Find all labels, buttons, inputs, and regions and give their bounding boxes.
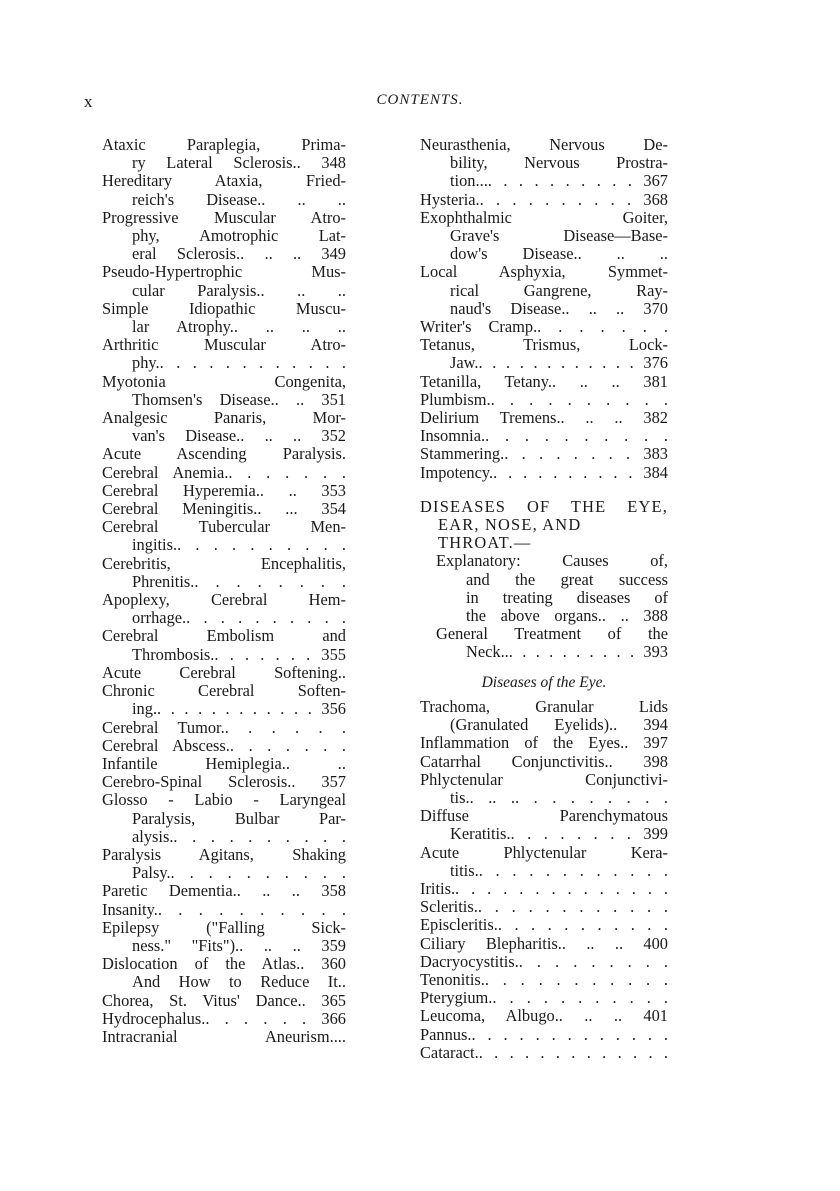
toc-entry	[102, 627, 346, 663]
toc-entry	[102, 992, 346, 1010]
toc-entry	[406, 898, 668, 916]
toc-entry	[406, 1044, 668, 1062]
toc-entry-line: Trachoma, Granular Lids	[420, 696, 668, 716]
toc-entry-line: Explanatory: Causes of,	[436, 551, 668, 571]
toc-entry	[406, 263, 668, 318]
toc-entry-line: ing.. . . . . . . . . . . . 356	[132, 699, 346, 719]
toc-entry-line: Cerebral Tumor.. . . . . .	[102, 717, 346, 737]
toc-entry-line: phy.. . . . . . . . . . . .	[132, 353, 346, 373]
toc-entry-line: Hereditary Ataxia, Fried-	[102, 171, 346, 191]
toc-entry-line: dow's Disease.. .. ..	[450, 244, 668, 264]
toc-entry	[406, 409, 668, 427]
page-number: x	[84, 92, 93, 111]
toc-entry	[102, 500, 346, 518]
subheading: Diseases of the Eye.	[481, 673, 607, 691]
toc-entry-line: Grave's Disease—Base-	[450, 226, 668, 246]
toc-entry-line: Glosso - Labio - Laryngeal	[102, 790, 346, 810]
toc-entry-line: Impotency.. . . . . . . . . . 384	[420, 462, 668, 482]
toc-entry	[406, 698, 668, 734]
toc-entry-line: Insanity.. . . . . . . . . .	[102, 899, 346, 919]
toc-entry	[406, 989, 668, 1007]
toc-entry-line: bility, Nervous Prostra-	[450, 153, 668, 173]
toc-entry	[102, 482, 346, 500]
section-heading-line: DISEASES OF THE EYE,	[420, 496, 668, 516]
toc-entry	[406, 753, 668, 771]
right-column-top-entries	[406, 136, 668, 482]
eye-entries	[406, 698, 668, 1062]
toc-entry	[406, 1007, 668, 1025]
toc-entry	[406, 136, 668, 191]
toc-entry-line: Cerebral Embolism and	[102, 626, 346, 646]
toc-entry	[102, 719, 346, 737]
toc-entry	[406, 445, 668, 463]
toc-entry-line: Chronic Cerebral Soften-	[102, 681, 346, 701]
toc-entry-line: Hysteria.. . . . . . . . . . 368	[420, 189, 668, 209]
toc-entry-line: Ataxic Paraplegia, Prima-	[102, 135, 346, 154]
page-header	[0, 92, 840, 114]
toc-entry-line: Pannus.. . . . . . . . . . . . .	[420, 1024, 668, 1044]
toc-entry-line: Myotonia Congenita,	[102, 371, 346, 391]
toc-entry	[406, 880, 668, 898]
toc-entry-line: phy, Amotrophic Lat-	[132, 226, 346, 246]
toc-entry-line: Neurasthenia, Nervous De-	[420, 135, 668, 154]
toc-entry-line: naud's Disease.. .. .. 370	[450, 298, 668, 318]
toc-entry	[102, 518, 346, 554]
section-heading-line: THROAT.—	[438, 533, 532, 553]
toc-entry	[102, 136, 346, 172]
toc-entry	[102, 791, 346, 846]
toc-entry	[102, 755, 346, 773]
toc-entry	[102, 409, 346, 445]
toc-entry	[102, 209, 346, 264]
toc-entry-line: Simple Idiopathic Muscu-	[102, 298, 346, 318]
toc-entry-line: Cerebral Meningitis.. ... 354	[102, 499, 346, 519]
toc-entry-line: Keratitis.. . . . . . . . 399	[450, 824, 668, 844]
toc-entry-line: Thrombosis.. . . . . . . 355	[132, 644, 346, 664]
toc-entry-line: tis.. .. .. . . . . . . . .	[450, 787, 668, 807]
toc-entry	[102, 1010, 346, 1028]
toc-entry-line: in treating diseases of	[466, 587, 668, 607]
toc-entry	[102, 664, 346, 682]
toc-entry-line: tion.... . . . . . . . . . 367	[450, 171, 668, 191]
toc-entry-line: Chorea, St. Vitus' Dance.. 365	[102, 990, 346, 1010]
toc-entry	[422, 625, 668, 661]
toc-entry-line: eral Sclerosis.. .. .. 349	[132, 244, 346, 264]
toc-entry	[406, 209, 668, 264]
toc-entry	[102, 901, 346, 919]
toc-entry	[102, 882, 346, 900]
toc-entry-line: Thomsen's Disease.. .. 351	[132, 389, 346, 409]
toc-entry-line: Progressive Muscular Atro-	[102, 207, 346, 227]
toc-entry	[406, 734, 668, 752]
toc-entry-line: Arthritic Muscular Atro-	[102, 335, 346, 355]
toc-entry	[406, 953, 668, 971]
toc-entry-line: Stammering.. . . . . . . . 383	[420, 444, 668, 464]
toc-entry-line: Writer's Cramp.. . . . . . .	[420, 317, 668, 337]
contents-right-column	[406, 136, 668, 1062]
toc-entry	[406, 336, 668, 372]
toc-entry	[102, 464, 346, 482]
toc-entry	[102, 846, 346, 882]
toc-entry-line: Delirium Tremens.. .. .. 382	[420, 408, 668, 428]
toc-entry	[406, 807, 668, 843]
toc-entry-line: reich's Disease.. .. ..	[132, 189, 346, 209]
toc-entry-line: Paralysis Agitans, Shaking	[102, 844, 346, 864]
toc-entry	[406, 373, 668, 391]
toc-entry	[102, 172, 346, 208]
toc-entry-line: Iritis.. . . . . . . . . . . . . .	[420, 878, 668, 898]
toc-entry	[406, 916, 668, 934]
toc-entry-line: Ciliary Blepharitis.. .. .. 400	[420, 933, 668, 953]
toc-entry-line: Insomnia.. . . . . . . . . .	[420, 426, 668, 446]
toc-entry-line: Cerebritis, Encephalitis,	[102, 553, 346, 573]
toc-entry	[406, 971, 668, 989]
toc-entry	[102, 773, 346, 791]
toc-entry-line: ry Lateral Sclerosis.. 348	[132, 153, 346, 173]
toc-entry-line: (Granulated Eyelids).. 394	[450, 715, 668, 735]
toc-entry-line: Inflammation of the Eyes.. 397	[420, 733, 668, 753]
section-heading-line: EAR, NOSE, AND	[438, 515, 582, 535]
toc-entry	[102, 1028, 346, 1046]
toc-entry	[102, 919, 346, 955]
toc-entry-line: Episcleritis.. . . . . . . . . . .	[420, 915, 668, 935]
toc-entry-line: Dacryocystitis.. . . . . . . . .	[420, 951, 668, 971]
toc-entry-line: Scleritis.. . . . . . . . . . . .	[420, 897, 668, 917]
toc-entry	[406, 1026, 668, 1044]
toc-entry-line: Cataract.. . . . . . . . . . . . .	[420, 1042, 668, 1062]
toc-entry-line: ingitis.. . . . . . . . . .	[132, 535, 346, 555]
toc-entry-line: Leucoma, Albugo.. .. .. 401	[420, 1006, 668, 1026]
toc-entry-line: Neck... . . . . . . . . . 393	[466, 642, 668, 662]
toc-entry	[406, 391, 668, 409]
toc-entry-line: General Treatment of the	[436, 624, 668, 644]
toc-entry-line: Apoplexy, Cerebral Hem-	[102, 590, 346, 610]
toc-entry-line: Plumbism.. . . . . . . . . .	[420, 389, 668, 409]
toc-entry-line: Cerebral Tubercular Men-	[102, 517, 346, 537]
toc-entry	[406, 771, 668, 807]
toc-entry-line: Hydrocephalus.. . . . . . 366	[102, 1008, 346, 1028]
toc-entry	[406, 191, 668, 209]
toc-entry	[406, 935, 668, 953]
toc-entry-line: Jaw.. . . . . . . . . . . . 376	[450, 353, 668, 373]
toc-entry-line: cular Paralysis.. .. ..	[132, 280, 346, 300]
toc-entry-line: lar Atrophy.. .. .. ..	[132, 317, 346, 337]
toc-entry	[422, 552, 668, 625]
toc-entry-line: Local Asphyxia, Symmet-	[420, 262, 668, 282]
contents-left-column	[102, 136, 346, 1046]
toc-entry-line: Tetanilla, Tetany.. .. .. 381	[420, 371, 668, 391]
toc-entry-line: Cerebral Hyperemia.. .. 353	[102, 480, 346, 500]
toc-entry-line: Exophthalmic Goiter,	[420, 207, 668, 227]
toc-entry-line: the above organs.. .. 388	[466, 606, 668, 626]
toc-entry	[406, 464, 668, 482]
toc-entry-line: ness." "Fits").. .. .. 359	[132, 935, 346, 955]
toc-entry-line: Tetanus, Trismus, Lock-	[420, 335, 668, 355]
toc-entry-line: Intracranial Aneurism....	[102, 1026, 346, 1046]
section-entries	[406, 552, 668, 661]
toc-entry	[102, 955, 346, 991]
toc-entry	[102, 737, 346, 755]
toc-entry	[102, 263, 346, 299]
toc-entry-line: alysis.. . . . . . . . . .	[132, 826, 346, 846]
toc-entry-line: Phrenitis.. . . . . . . .	[132, 571, 346, 591]
toc-entry-line: Acute Phlyctenular Kera-	[420, 842, 668, 862]
toc-entry	[406, 427, 668, 445]
toc-entry-line: Diffuse Parenchymatous	[420, 806, 668, 826]
toc-entry-line: Tenonitis.. . . . . . . . . . .	[420, 969, 668, 989]
toc-entry-line: Phlyctenular Conjunctivi-	[420, 769, 668, 789]
toc-entry-line: van's Disease.. .. .. 352	[132, 426, 346, 446]
toc-entry-line: orrhage.. . . . . . . . . .	[132, 608, 346, 628]
toc-entry	[102, 555, 346, 591]
toc-entry	[102, 373, 346, 409]
toc-entry-line: Cerebral Abscess.. . . . . . .	[102, 735, 346, 755]
toc-entry-line: Catarrhal Conjunctivitis.. 398	[420, 751, 668, 771]
toc-entry	[102, 682, 346, 718]
toc-entry-line: rical Gangrene, Ray-	[450, 280, 668, 300]
toc-entry	[102, 300, 346, 336]
toc-entry-line: Epilepsy ("Falling Sick-	[102, 917, 346, 937]
toc-entry	[406, 844, 668, 880]
toc-entry-line: Cerebro-Spinal Sclerosis.. 357	[102, 772, 346, 792]
toc-entry-line: Cerebral Anemia.. . . . . . .	[102, 462, 346, 482]
toc-entry	[102, 591, 346, 627]
toc-entry-line: titis.. . . . . . . . . . . .	[450, 860, 668, 880]
toc-entry-line: Paretic Dementia.. .. .. 358	[102, 881, 346, 901]
toc-entry-line: Acute Ascending Paralysis.	[102, 444, 346, 464]
toc-entry-line: and the great success	[466, 569, 668, 589]
toc-entry-line: And How to Reduce It..	[132, 972, 346, 992]
toc-entry	[102, 336, 346, 372]
toc-entry	[102, 445, 346, 463]
running-title: CONTENTS.	[376, 92, 464, 108]
toc-entry-line: Pseudo-Hypertrophic Mus-	[102, 262, 346, 282]
toc-entry	[406, 318, 668, 336]
toc-entry-line: Paralysis, Bulbar Par-	[132, 808, 346, 828]
toc-entry-line: Infantile Hemiplegia.. ..	[102, 753, 346, 773]
toc-entry-line: Acute Cerebral Softening..	[102, 662, 346, 682]
toc-entry-line: Dislocation of the Atlas.. 360	[102, 954, 346, 974]
toc-entry-line: Palsy.. . . . . . . . . .	[132, 863, 346, 883]
toc-entry-line: Pterygium.. . . . . . . . . . .	[420, 988, 668, 1008]
toc-entry-line: Analgesic Panaris, Mor-	[102, 408, 346, 428]
section-heading	[406, 498, 668, 553]
